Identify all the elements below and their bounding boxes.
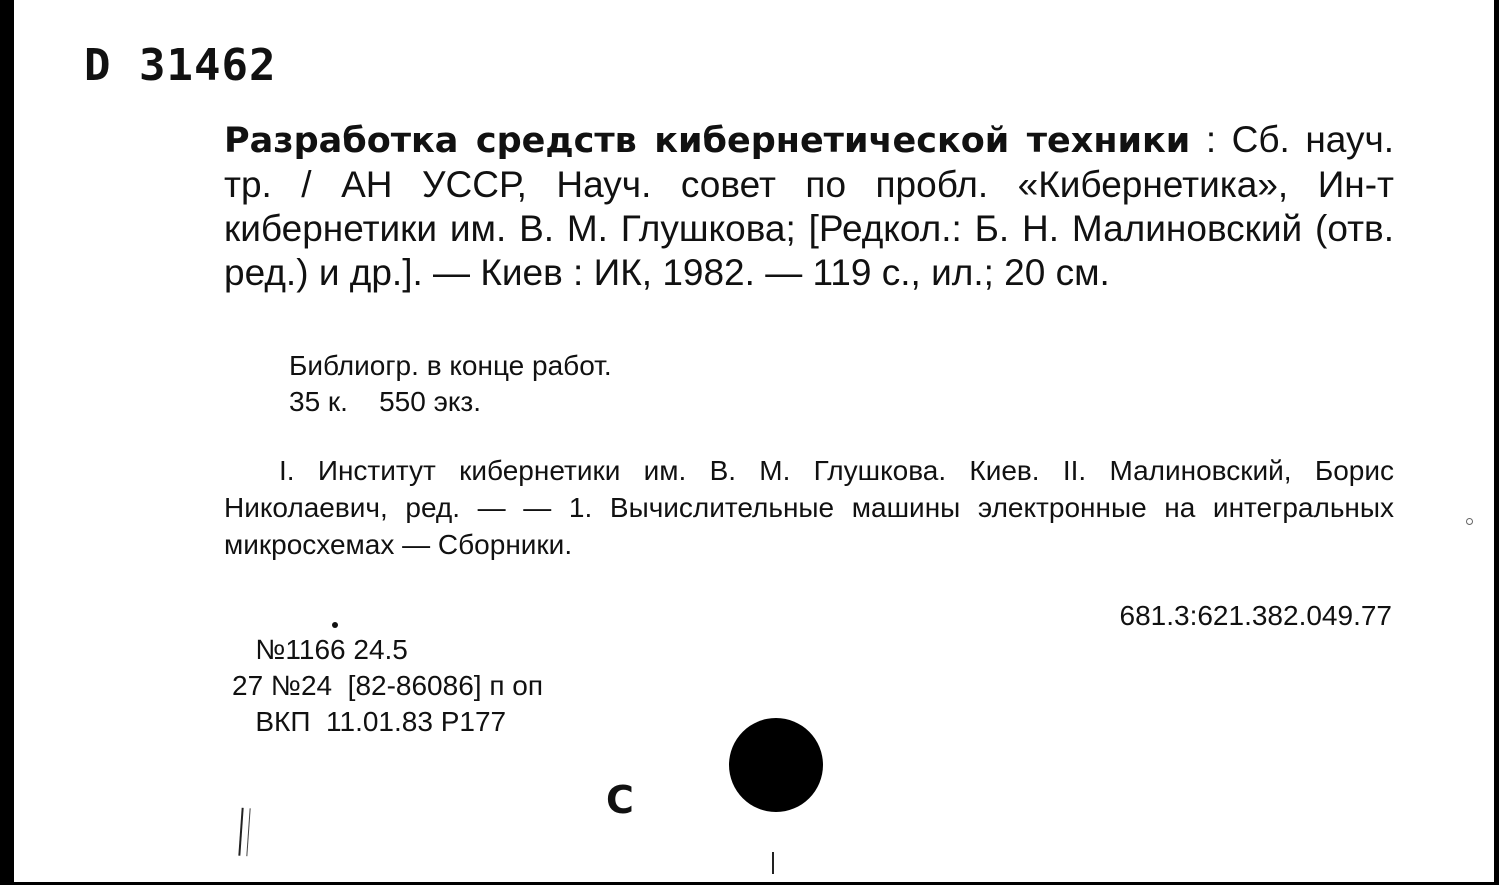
accession-block xyxy=(232,632,543,740)
bibliographic-entry xyxy=(224,118,1394,295)
ink-dot xyxy=(332,622,338,628)
punch-hole xyxy=(729,718,823,812)
notes-block xyxy=(289,348,612,420)
entry-description: : Сб. науч. тр. / АН УССР, Науч. совет по пробл. «Кибернетика», Ин-т кибернетики им. В. М. Глушкова; [Редкол.: Б. Н. Малиновский (отв. ред.) и др.]. — Киев : ИК, 1982. — 119 с., ил.; 20 см. xyxy=(224,119,1394,293)
tick-mark xyxy=(772,852,774,874)
entry-title: Разработка средств кибернетической техники xyxy=(224,121,1191,161)
shelf-mark: D 31462 xyxy=(84,40,277,91)
subject-headings: I. Институт кибернетики им. В. М. Глушкова. Киев. II. Малиновский, Борис Николаевич, ред. — — 1. Вычислительные машины электронные на интегральных микросхемах — Сборники. xyxy=(224,455,1394,560)
accession-line: №1166 24.5 xyxy=(232,634,408,665)
udc-code: 681.3:621.382.049.77 xyxy=(1119,600,1392,631)
catalog-card xyxy=(14,0,1494,882)
accession-line: ВКП 11.01.83 Р177 xyxy=(232,706,507,737)
accession-line: 27 №24 [82-86086] п оп xyxy=(232,670,544,701)
pencil-mark xyxy=(238,808,250,857)
price-run-note: 35 к. 550 экз. xyxy=(289,386,482,417)
paper-speck xyxy=(1466,518,1473,525)
bibliography-note: Библиогр. в конце работ. xyxy=(289,350,612,381)
letter-mark: С xyxy=(606,778,634,822)
